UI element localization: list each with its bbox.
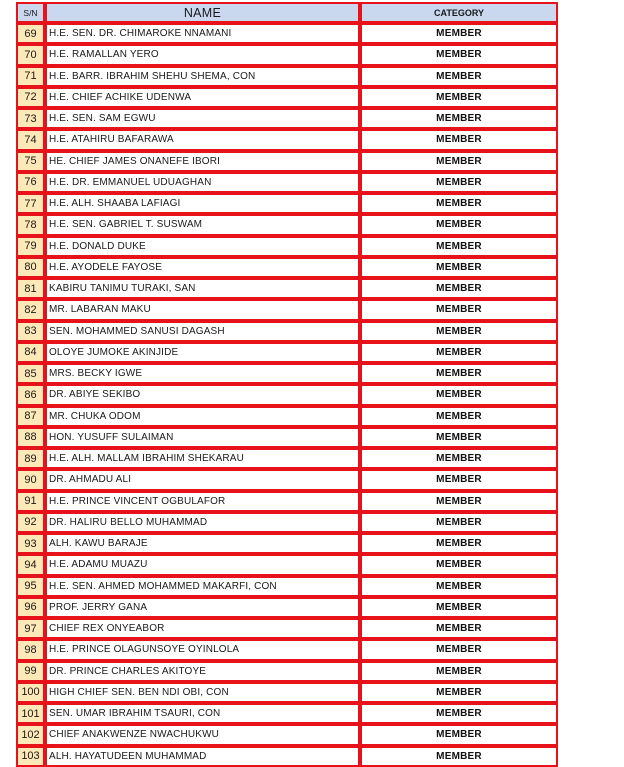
category-cell: MEMBER	[360, 236, 558, 257]
header-row	[16, 2, 558, 23]
table-row	[16, 406, 558, 427]
serial-number-cell: 92	[16, 512, 45, 533]
category-cell: MEMBER	[360, 724, 558, 745]
member-name-cell: H.E. BARR. IBRAHIM SHEHU SHEMA, CON	[45, 66, 360, 87]
serial-number-cell: 96	[16, 597, 45, 618]
serial-number-cell: 98	[16, 639, 45, 660]
category-cell: MEMBER	[360, 257, 558, 278]
serial-number-cell: 75	[16, 151, 45, 172]
category-cell: MEMBER	[360, 342, 558, 363]
member-name-cell: MR. LABARAN MAKU	[45, 299, 360, 320]
member-name-cell: DR. AHMADU ALI	[45, 469, 360, 490]
category-cell: MEMBER	[360, 87, 558, 108]
serial-number-cell: 69	[16, 23, 45, 44]
member-name-cell: PROF. JERRY GANA	[45, 597, 360, 618]
serial-number-cell: 97	[16, 618, 45, 639]
category-cell: MEMBER	[360, 618, 558, 639]
category-cell: MEMBER	[360, 406, 558, 427]
member-name-cell: H.E. SEN. AHMED MOHAMMED MAKARFI, CON	[45, 576, 360, 597]
serial-number-cell: 80	[16, 257, 45, 278]
category-cell: MEMBER	[360, 746, 558, 767]
sn-column-header: S/N	[16, 2, 45, 23]
table-row	[16, 533, 558, 554]
table-row	[16, 618, 558, 639]
member-name-cell: CHIEF ANAKWENZE NWACHUKWU	[45, 724, 360, 745]
table-row	[16, 576, 558, 597]
table-row	[16, 363, 558, 384]
serial-number-cell: 78	[16, 214, 45, 235]
category-cell: MEMBER	[360, 682, 558, 703]
member-name-cell: H.E. ATAHIRU BAFARAWA	[45, 129, 360, 150]
serial-number-cell: 102	[16, 724, 45, 745]
serial-number-cell: 87	[16, 406, 45, 427]
table-row	[16, 44, 558, 65]
serial-number-cell: 88	[16, 427, 45, 448]
table-row	[16, 682, 558, 703]
member-name-cell: HIGH CHIEF SEN. BEN NDI OBI, CON	[45, 682, 360, 703]
name-column-header: NAME	[45, 2, 360, 23]
table-row	[16, 554, 558, 575]
serial-number-cell: 72	[16, 87, 45, 108]
member-name-cell: H.E. DONALD DUKE	[45, 236, 360, 257]
category-column-header: CATEGORY	[360, 2, 558, 23]
category-cell: MEMBER	[360, 299, 558, 320]
serial-number-cell: 74	[16, 129, 45, 150]
member-name-cell: DR. PRINCE CHARLES AKITOYE	[45, 661, 360, 682]
member-name-cell: SEN. UMAR IBRAHIM TSAURI, CON	[45, 703, 360, 724]
member-name-cell: ALH. KAWU BARAJE	[45, 533, 360, 554]
serial-number-cell: 85	[16, 363, 45, 384]
member-name-cell: H.E. SEN. SAM EGWU	[45, 108, 360, 129]
table-row	[16, 384, 558, 405]
serial-number-cell: 90	[16, 469, 45, 490]
category-cell: MEMBER	[360, 23, 558, 44]
category-cell: MEMBER	[360, 108, 558, 129]
category-cell: MEMBER	[360, 597, 558, 618]
serial-number-cell: 86	[16, 384, 45, 405]
category-cell: MEMBER	[360, 66, 558, 87]
category-cell: MEMBER	[360, 172, 558, 193]
serial-number-cell: 82	[16, 299, 45, 320]
category-cell: MEMBER	[360, 703, 558, 724]
serial-number-cell: 84	[16, 342, 45, 363]
table-row	[16, 724, 558, 745]
category-cell: MEMBER	[360, 278, 558, 299]
serial-number-cell: 89	[16, 448, 45, 469]
category-cell: MEMBER	[360, 639, 558, 660]
serial-number-cell: 73	[16, 108, 45, 129]
member-name-cell: HE. CHIEF JAMES ONANEFE IBORI	[45, 151, 360, 172]
table-row	[16, 193, 558, 214]
table-row	[16, 172, 558, 193]
serial-number-cell: 79	[16, 236, 45, 257]
table-row	[16, 236, 558, 257]
table-row	[16, 661, 558, 682]
table-row	[16, 639, 558, 660]
category-cell: MEMBER	[360, 512, 558, 533]
category-cell: MEMBER	[360, 469, 558, 490]
member-name-cell: HON. YUSUFF SULAIMAN	[45, 427, 360, 448]
category-cell: MEMBER	[360, 491, 558, 512]
category-cell: MEMBER	[360, 661, 558, 682]
member-name-cell: H.E. DR. EMMANUEL UDUAGHAN	[45, 172, 360, 193]
member-name-cell: OLOYE JUMOKE AKINJIDE	[45, 342, 360, 363]
member-name-cell: H.E. SEN. DR. CHIMAROKE NNAMANI	[45, 23, 360, 44]
serial-number-cell: 76	[16, 172, 45, 193]
serial-number-cell: 93	[16, 533, 45, 554]
category-cell: MEMBER	[360, 321, 558, 342]
serial-number-cell: 81	[16, 278, 45, 299]
category-cell: MEMBER	[360, 533, 558, 554]
category-cell: MEMBER	[360, 151, 558, 172]
table-row	[16, 257, 558, 278]
serial-number-cell: 99	[16, 661, 45, 682]
table-row	[16, 214, 558, 235]
table-row	[16, 108, 558, 129]
serial-number-cell: 100	[16, 682, 45, 703]
table-row	[16, 321, 558, 342]
category-cell: MEMBER	[360, 214, 558, 235]
table-row	[16, 703, 558, 724]
serial-number-cell: 94	[16, 554, 45, 575]
category-cell: MEMBER	[360, 576, 558, 597]
serial-number-cell: 95	[16, 576, 45, 597]
table-row	[16, 512, 558, 533]
serial-number-cell: 77	[16, 193, 45, 214]
serial-number-cell: 71	[16, 66, 45, 87]
serial-number-cell: 103	[16, 746, 45, 767]
table-header	[16, 2, 558, 23]
category-cell: MEMBER	[360, 427, 558, 448]
member-name-cell: CHIEF REX ONYEABOR	[45, 618, 360, 639]
category-cell: MEMBER	[360, 384, 558, 405]
member-name-cell: H.E. SEN. GABRIEL T. SUSWAM	[45, 214, 360, 235]
category-cell: MEMBER	[360, 554, 558, 575]
member-name-cell: H.E. ADAMU MUAZU	[45, 554, 360, 575]
category-cell: MEMBER	[360, 44, 558, 65]
table-row	[16, 427, 558, 448]
member-name-cell: H.E. ALH. SHAABA LAFIAGI	[45, 193, 360, 214]
category-cell: MEMBER	[360, 448, 558, 469]
table-row	[16, 299, 558, 320]
table-row	[16, 278, 558, 299]
member-name-cell: H.E. RAMALLAN YERO	[45, 44, 360, 65]
table-row	[16, 448, 558, 469]
category-cell: MEMBER	[360, 363, 558, 384]
table-row	[16, 23, 558, 44]
table-row	[16, 87, 558, 108]
serial-number-cell: 91	[16, 491, 45, 512]
category-cell: MEMBER	[360, 193, 558, 214]
member-name-cell: KABIRU TANIMU TURAKI, SAN	[45, 278, 360, 299]
table-row	[16, 491, 558, 512]
serial-number-cell: 70	[16, 44, 45, 65]
serial-number-cell: 101	[16, 703, 45, 724]
table-row	[16, 597, 558, 618]
member-name-cell: DR. HALIRU BELLO MUHAMMAD	[45, 512, 360, 533]
serial-number-cell: 83	[16, 321, 45, 342]
category-cell: MEMBER	[360, 129, 558, 150]
table-row	[16, 746, 558, 767]
member-name-cell: MRS. BECKY IGWE	[45, 363, 360, 384]
member-name-cell: H.E. CHIEF ACHIKE UDENWA	[45, 87, 360, 108]
table-row	[16, 151, 558, 172]
member-name-cell: H.E. ALH. MALLAM IBRAHIM SHEKARAU	[45, 448, 360, 469]
table-row	[16, 66, 558, 87]
table-row	[16, 129, 558, 150]
member-name-cell: H.E. PRINCE OLAGUNSOYE OYINLOLA	[45, 639, 360, 660]
member-name-cell: SEN. MOHAMMED SANUSI DAGASH	[45, 321, 360, 342]
member-name-cell: ALH. HAYATUDEEN MUHAMMAD	[45, 746, 360, 767]
member-name-cell: H.E. AYODELE FAYOSE	[45, 257, 360, 278]
member-name-cell: DR. ABIYE SEKIBO	[45, 384, 360, 405]
member-name-cell: MR. CHUKA ODOM	[45, 406, 360, 427]
members-table	[16, 2, 558, 767]
table-body	[16, 23, 558, 767]
table-row	[16, 469, 558, 490]
table-row	[16, 342, 558, 363]
member-name-cell: H.E. PRINCE VINCENT OGBULAFOR	[45, 491, 360, 512]
